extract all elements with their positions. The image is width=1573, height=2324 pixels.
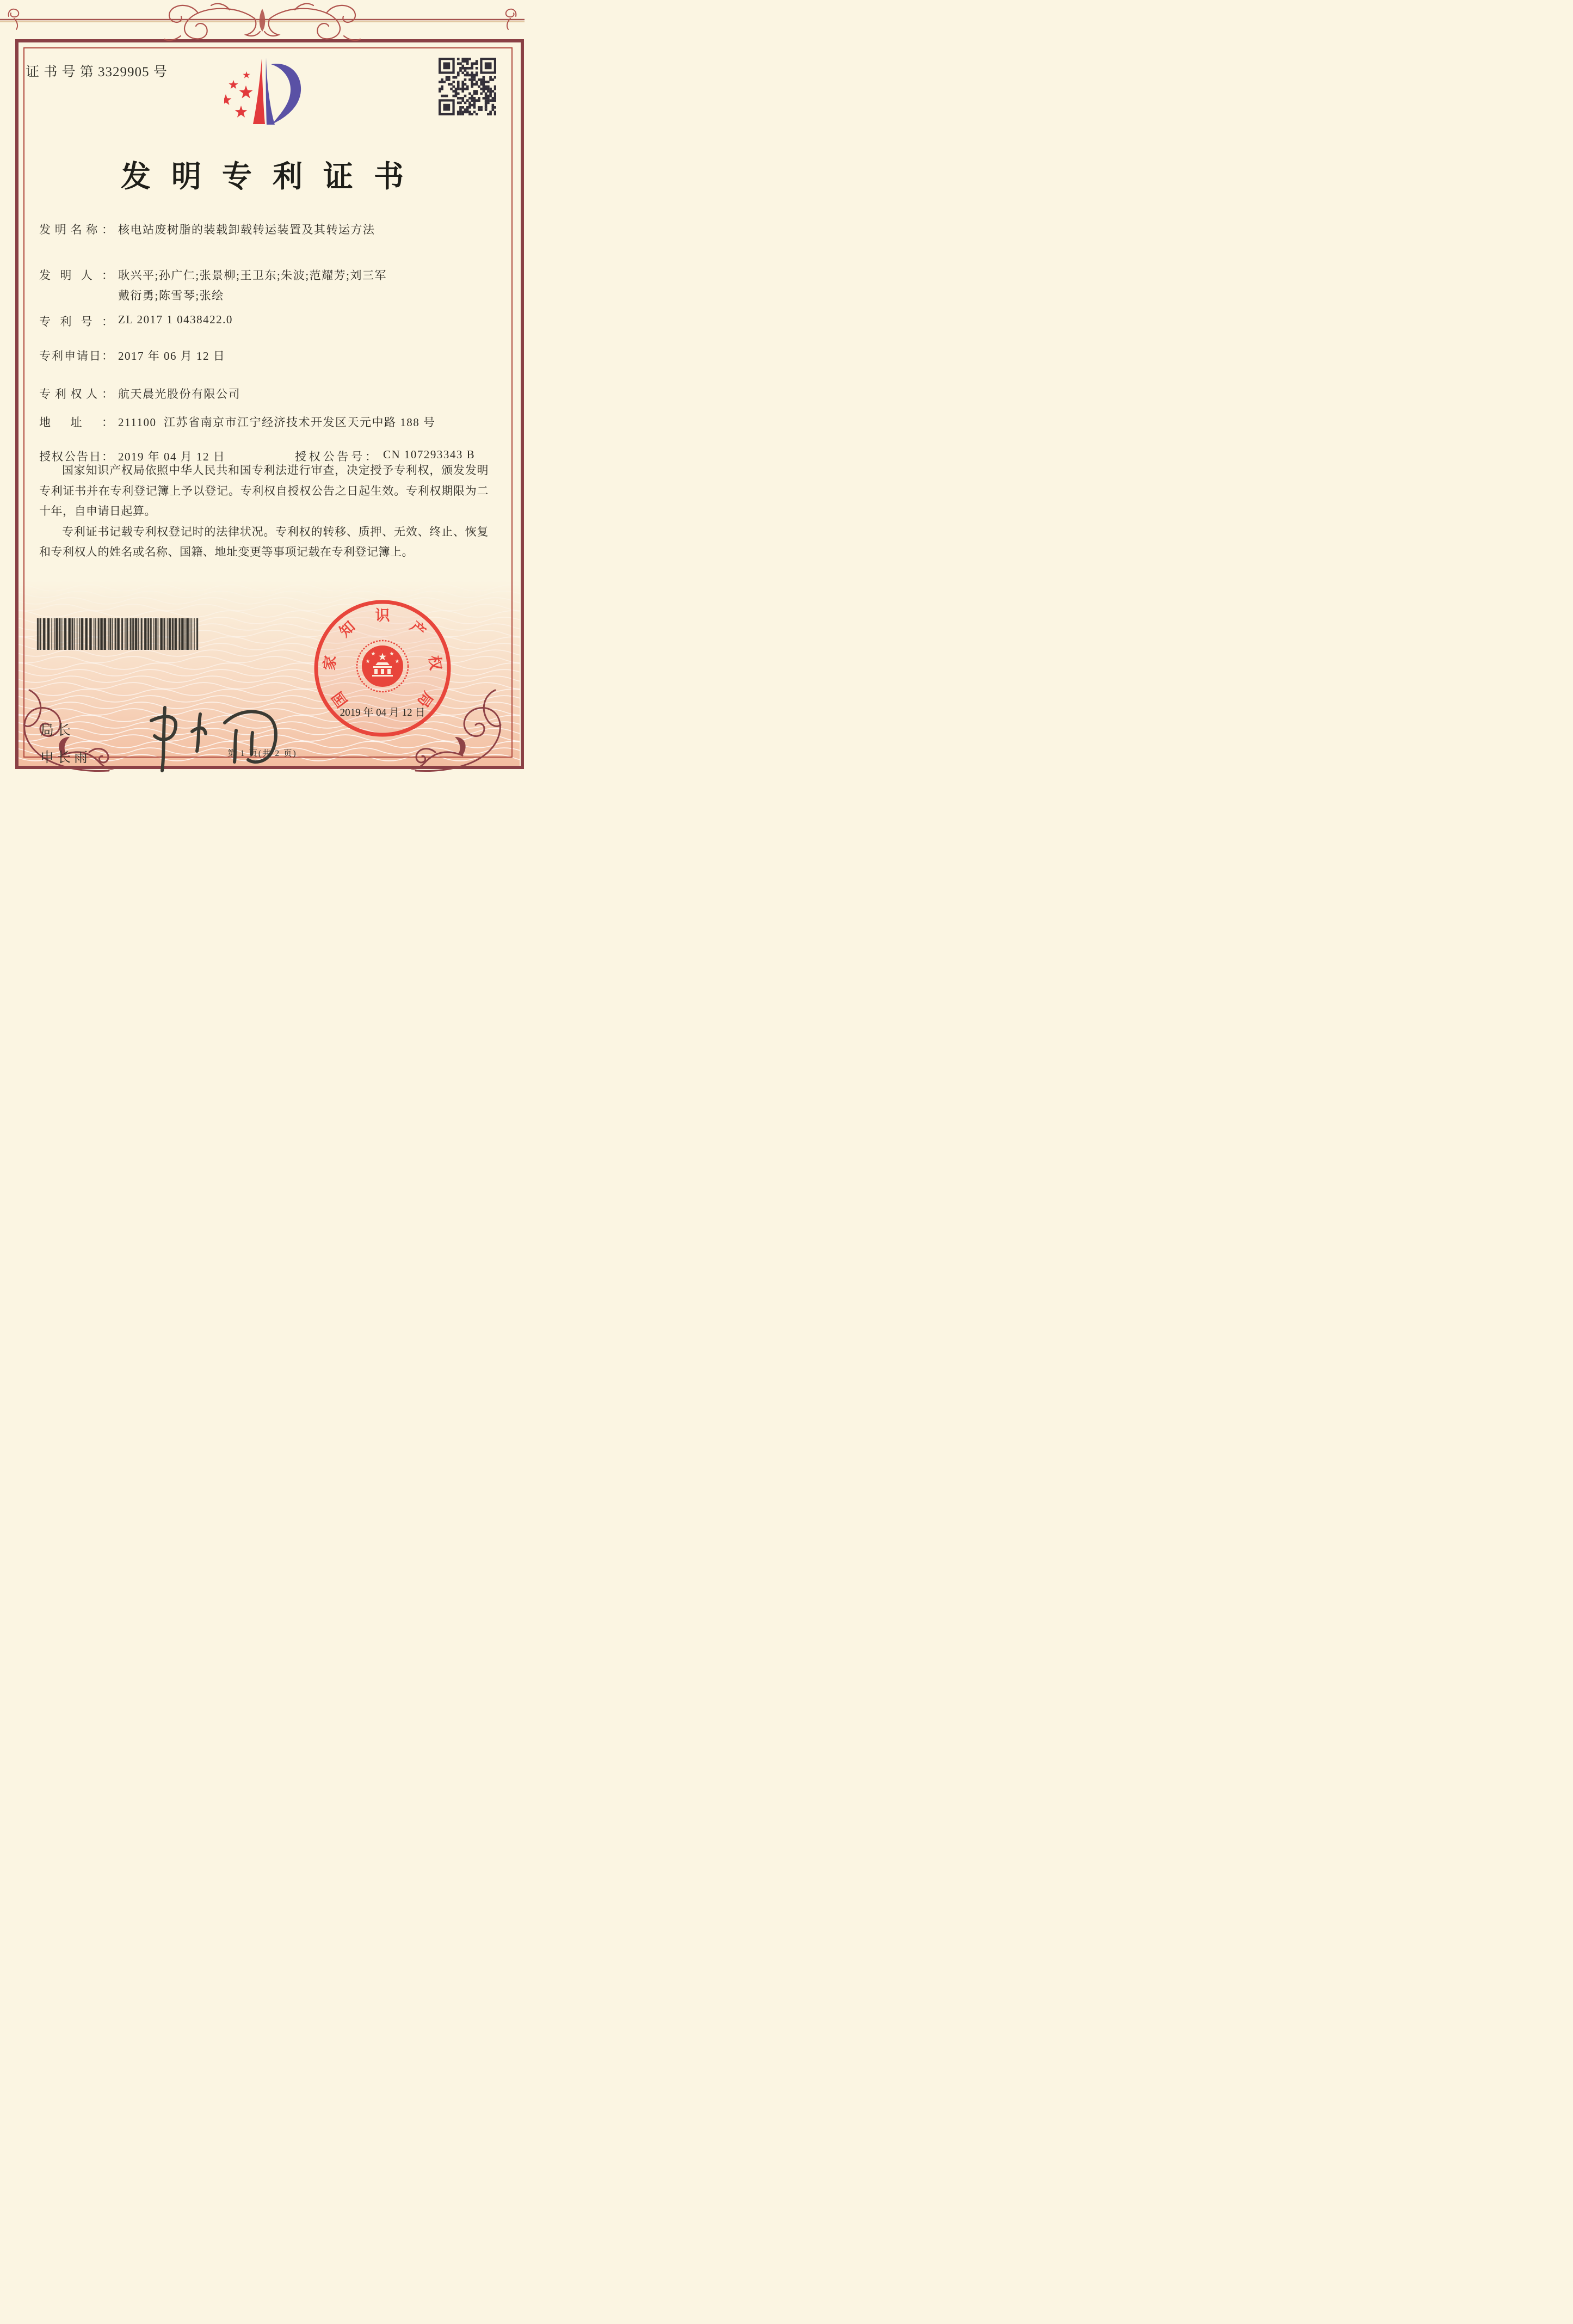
field-label: 发明人： — [39, 269, 113, 282]
field-label: 专利权人： — [39, 388, 113, 401]
field-value: ZL 2017 1 0438422.0 — [118, 313, 233, 326]
qr-code-icon — [439, 58, 496, 115]
field-value: 211100 江苏省南京市江宁经济技术开发区天元中路 188 号 — [118, 416, 436, 429]
certificate-number: 证 书 号 第 3329905 号 — [26, 65, 168, 79]
svg-text:识: 识 — [375, 607, 390, 624]
svg-text:权: 权 — [426, 654, 444, 671]
svg-text:家: 家 — [321, 654, 339, 671]
cnipa-ip-logo-icon — [224, 57, 309, 139]
field-row-address — [39, 414, 488, 430]
legal-body-text — [39, 460, 489, 563]
body-paragraph-2: 专利证书记载专利权登记时的法律状况。专利权的转移、质押、无效、终止、恢复和专利权人的姓名或名称、国籍、地址变更等事项记载在专利登记簿上。 — [39, 525, 489, 558]
seal-date: 2019 年 04 月 12 日 — [340, 707, 425, 718]
field-row-inventors — [39, 267, 488, 303]
handwritten-signature-icon — [135, 698, 283, 774]
officer-title-label: 局长 — [40, 723, 75, 738]
svg-text:国: 国 — [329, 688, 351, 710]
svg-text:局: 局 — [414, 688, 436, 710]
field-label: 专利号： — [39, 315, 113, 328]
field-label-grant-number: 授权公告号： — [295, 450, 377, 463]
dragon-scroll-ornament — [0, 0, 525, 52]
barcode-icon — [36, 618, 199, 650]
patent-certificate-page — [0, 0, 525, 774]
field-value: 核电站废树脂的装载卸载转运装置及其转运方法 — [118, 223, 375, 236]
field-value: 2017 年 06 月 12 日 — [118, 349, 226, 362]
svg-text:知: 知 — [336, 618, 359, 641]
field-value: 航天晨光股份有限公司 — [118, 388, 240, 401]
field-row-filing-date — [39, 347, 488, 364]
field-label: 发明名称： — [39, 223, 113, 236]
field-value-line2: 戴衍勇;陈雪琴;张绘 — [118, 289, 224, 302]
field-label: 授权公告日： — [39, 450, 113, 463]
field-label: 专利申请日： — [39, 349, 113, 362]
field-row-patentee — [39, 385, 488, 402]
officer-name: 申长雨 — [40, 751, 91, 765]
field-row-patent-number — [39, 313, 488, 329]
field-value-grant-number: CN 107293343 B — [383, 448, 476, 461]
body-paragraph-1: 国家知识产权局依照中华人民共和国专利法进行审查，决定授予专利权，颁发发明专利证书并在专利登记簿上予以登记。专利权自授权公告之日起生效。专利权期限为二十年，自申请日起算。 — [39, 464, 489, 518]
corner-flourish-right-icon — [408, 687, 517, 773]
field-value: 2019 年 04 月 12 日 — [118, 450, 226, 463]
svg-text:产: 产 — [406, 618, 429, 641]
field-label: 地址： — [39, 416, 113, 429]
page-footer: 第 1 页(共 2 页) — [227, 749, 297, 758]
certificate-title: 发明专利证书 — [120, 160, 424, 193]
field-row-invention-name — [39, 221, 488, 237]
field-value: 耿兴平;孙广仁;张景柳;王卫东;朱波;范耀芳;刘三军 — [118, 269, 387, 282]
